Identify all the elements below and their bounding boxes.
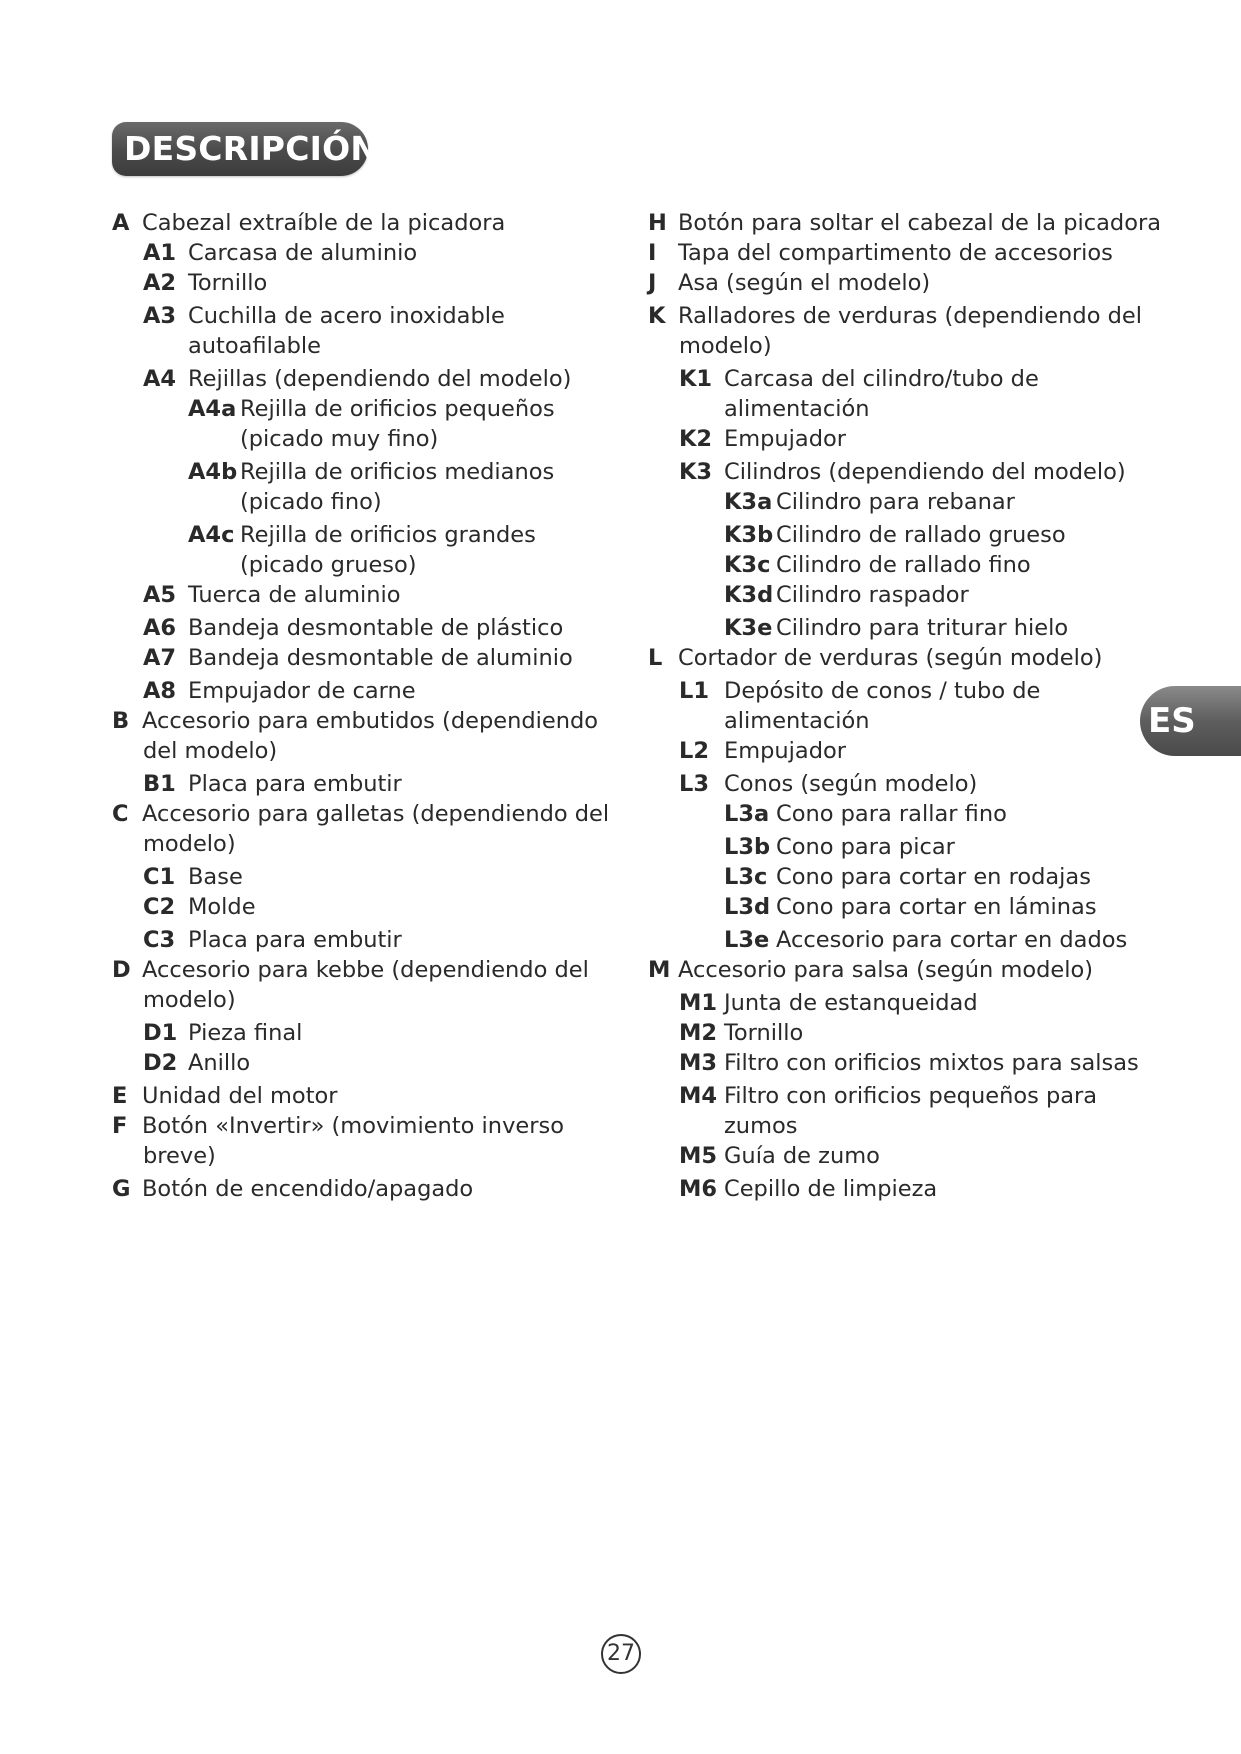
item-code: M3: [679, 1050, 718, 1076]
item-text: Depósito de conos / tubo de: [724, 678, 1041, 704]
item-text: Cilindro para triturar hielo: [776, 615, 1069, 641]
item-code: K3c: [724, 552, 771, 578]
item-code: J: [648, 270, 657, 296]
item-text: Cortador de verduras (según modelo): [678, 645, 1103, 671]
item-code: A8: [143, 678, 177, 704]
item-text: Cono para rallar fino: [776, 801, 1007, 827]
item-code: K1: [679, 366, 713, 392]
item-text: Botón de encendido/apagado: [142, 1176, 474, 1202]
item-text: Anillo: [188, 1050, 251, 1076]
item-text: Rejilla de orificios grandes: [240, 522, 536, 548]
item-text-continuation: (picado fino): [240, 489, 382, 515]
item-code: C2: [143, 894, 176, 920]
item-code: H: [648, 210, 667, 236]
item-text: Rejilla de orificios pequeños: [240, 396, 555, 422]
item-text: Asa (según el modelo): [678, 270, 931, 296]
item-text: Cuchilla de acero inoxidable: [188, 303, 505, 329]
item-code: M1: [679, 990, 718, 1016]
item-code: K3d: [724, 582, 774, 608]
page-title: DESCRIPCIÓN: [124, 129, 379, 168]
item-text: Cepillo de limpieza: [724, 1176, 938, 1202]
item-code: L3d: [724, 894, 771, 920]
item-text: Cilindro de rallado fino: [776, 552, 1031, 578]
item-code: L1: [679, 678, 709, 704]
item-text: Rejilla de orificios medianos: [240, 459, 555, 485]
item-text: Cabezal extraíble de la picadora: [142, 210, 506, 236]
language-tab-label: ES: [1148, 701, 1196, 741]
item-code: M6: [679, 1176, 718, 1202]
item-code: M2: [679, 1020, 718, 1046]
item-text: Tornillo: [724, 1020, 804, 1046]
item-code: B: [112, 708, 130, 734]
item-text-continuation: modelo): [679, 333, 772, 359]
item-code: L3c: [724, 864, 768, 890]
item-text: Accesorio para salsa (según modelo): [678, 957, 1094, 983]
item-code: L3b: [724, 834, 771, 860]
item-text: Accesorio para galletas (dependiendo del: [142, 801, 610, 827]
item-text-continuation: zumos: [724, 1113, 798, 1139]
item-text: Empujador de carne: [188, 678, 416, 704]
item-text: Bandeja desmontable de aluminio: [188, 645, 573, 671]
item-text: Cono para cortar en láminas: [776, 894, 1097, 920]
item-text: Accesorio para cortar en dados: [776, 927, 1128, 953]
item-text: Rejillas (dependiendo del modelo): [188, 366, 572, 392]
item-text: Tornillo: [188, 270, 268, 296]
item-text: Cono para cortar en rodajas: [776, 864, 1091, 890]
item-text: Unidad del motor: [142, 1083, 338, 1109]
item-code: A4a: [188, 396, 237, 422]
item-text: Botón «Invertir» (movimiento inverso: [142, 1113, 564, 1139]
item-text: Filtro con orificios mixtos para salsas: [724, 1050, 1139, 1076]
item-code: D: [112, 957, 131, 983]
item-code: M4: [679, 1083, 718, 1109]
item-code: B1: [143, 771, 176, 797]
item-code: K3b: [724, 522, 774, 548]
item-code: C3: [143, 927, 176, 953]
item-code: A6: [143, 615, 177, 641]
item-text-continuation: autoafilable: [188, 333, 322, 359]
item-text: Tapa del compartimento de accesorios: [678, 240, 1113, 266]
item-code: A7: [143, 645, 177, 671]
item-code: M: [648, 957, 671, 983]
item-text: Molde: [188, 894, 256, 920]
item-text: Cono para picar: [776, 834, 955, 860]
item-code: A4c: [188, 522, 235, 548]
item-code: L3a: [724, 801, 770, 827]
item-code: L3e: [724, 927, 770, 953]
item-text: Empujador: [724, 738, 847, 764]
item-code: C1: [143, 864, 176, 890]
item-text: Cilindro raspador: [776, 582, 969, 608]
item-code: A3: [143, 303, 177, 329]
item-code: A5: [143, 582, 177, 608]
item-code: L: [648, 645, 663, 671]
item-text: Pieza final: [188, 1020, 303, 1046]
item-code: L3: [679, 771, 709, 797]
item-text-continuation: modelo): [143, 831, 236, 857]
item-text: Cilindros (dependiendo del modelo): [724, 459, 1126, 485]
item-text: Filtro con orificios pequeños para: [724, 1083, 1098, 1109]
item-text: Conos (según modelo): [724, 771, 978, 797]
item-text: Empujador: [724, 426, 847, 452]
item-text-continuation: (picado grueso): [240, 552, 417, 578]
item-code: D1: [143, 1020, 178, 1046]
item-text: Cilindro de rallado grueso: [776, 522, 1066, 548]
item-text-continuation: del modelo): [143, 738, 278, 764]
item-code: K3: [679, 459, 713, 485]
item-text: Cilindro para rebanar: [776, 489, 1015, 515]
item-code: K3e: [724, 615, 773, 641]
item-code: C: [112, 801, 129, 827]
item-code: A2: [143, 270, 177, 296]
item-code: A: [112, 210, 130, 236]
item-code: L2: [679, 738, 709, 764]
item-text: Bandeja desmontable de plástico: [188, 615, 564, 641]
item-code: K2: [679, 426, 713, 452]
item-text: Accesorio para kebbe (dependiendo del: [142, 957, 589, 983]
item-code: A4: [143, 366, 177, 392]
item-text-continuation: alimentación: [724, 708, 870, 734]
item-code: K3a: [724, 489, 773, 515]
item-text-continuation: (picado muy fino): [240, 426, 439, 452]
page-number: 27: [607, 1641, 635, 1666]
item-code: A4b: [188, 459, 238, 485]
item-code: D2: [143, 1050, 178, 1076]
item-text: Ralladores de verduras (dependiendo del: [678, 303, 1142, 329]
item-code: I: [648, 240, 657, 266]
item-text-continuation: breve): [143, 1143, 216, 1169]
item-text: Guía de zumo: [724, 1143, 880, 1169]
item-text: Junta de estanqueidad: [724, 990, 978, 1016]
item-code: E: [112, 1083, 128, 1109]
item-code: K: [648, 303, 666, 329]
item-text: Placa para embutir: [188, 927, 402, 953]
item-text: Accesorio para embutidos (dependiendo: [142, 708, 599, 734]
item-text: Carcasa del cilindro/tubo de: [724, 366, 1039, 392]
item-code: M5: [679, 1143, 718, 1169]
item-text: Base: [188, 864, 243, 890]
item-code: G: [112, 1176, 131, 1202]
item-code: F: [112, 1113, 128, 1139]
item-text-continuation: modelo): [143, 987, 236, 1013]
item-text: Botón para soltar el cabezal de la picadora: [678, 210, 1161, 236]
item-code: A1: [143, 240, 177, 266]
item-text: Carcasa de aluminio: [188, 240, 418, 266]
item-text: Placa para embutir: [188, 771, 402, 797]
item-text: Tuerca de aluminio: [188, 582, 401, 608]
item-text-continuation: alimentación: [724, 396, 870, 422]
